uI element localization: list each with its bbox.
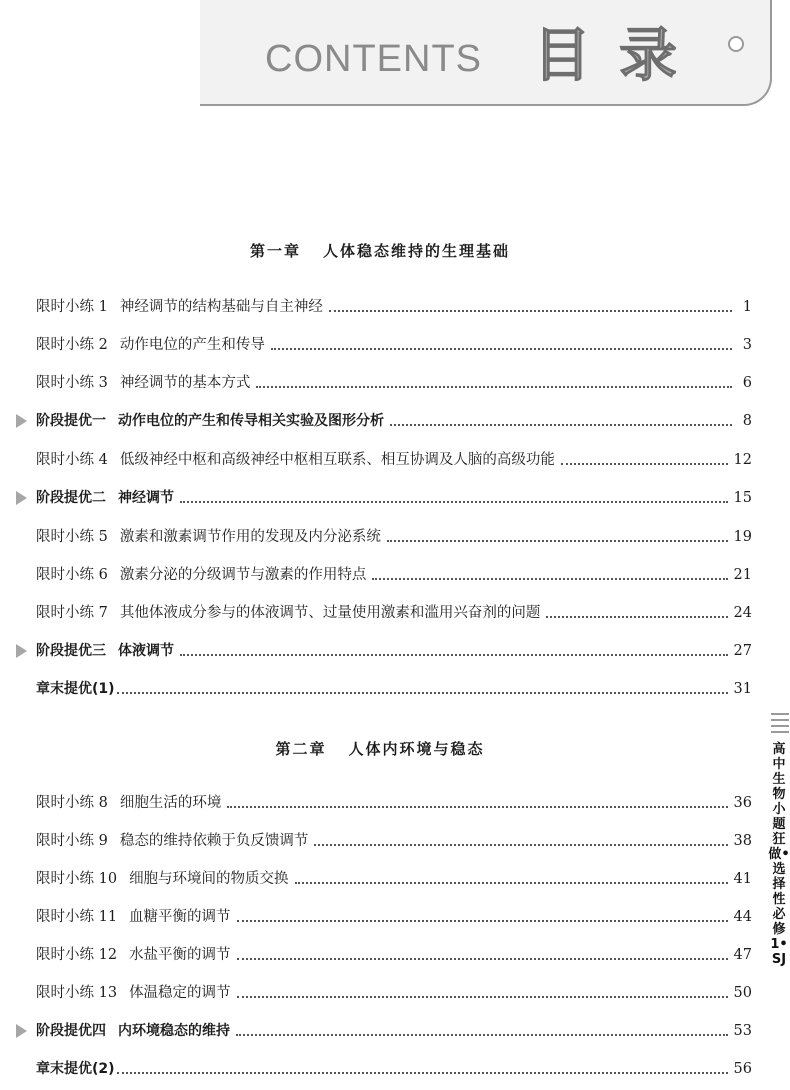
entry-label: 限时小练 10 — [36, 871, 118, 887]
entry-page: 24 — [733, 605, 752, 621]
entry-label: 限时小练 2 — [36, 337, 108, 353]
toc-entry[interactable] — [36, 334, 752, 356]
entry-title: 神经调节的结构基础与自主神经 — [119, 299, 323, 315]
dot-leader — [180, 501, 728, 503]
entry-title: 神经调节 — [118, 490, 174, 506]
entry-title: 低级神经中枢和高级神经中枢相互联系、相互协调及人脑的高级功能 — [119, 452, 555, 468]
entry-title: 动作电位的产生和传导 — [119, 337, 265, 353]
entry-title: 稳态的维持依赖于负反馈调节 — [119, 833, 309, 849]
toc-entry[interactable] — [36, 982, 752, 1004]
chapter-2-number: 第二章 — [275, 740, 327, 758]
toc-entry[interactable] — [36, 792, 752, 814]
toc-entry[interactable] — [36, 526, 752, 548]
entry-label: 阶段提优二 — [36, 490, 106, 506]
dot-leader — [236, 1034, 728, 1036]
toc-stage-entry[interactable] — [36, 410, 752, 432]
toc-entry[interactable] — [36, 906, 752, 928]
entry-title: 激素分泌的分级调节与激素的作用特点 — [119, 567, 367, 583]
dot-leader — [180, 654, 728, 656]
chapter-2-heading — [0, 738, 760, 759]
chapter-2-title: 人体内环境与稳态 — [348, 740, 485, 758]
entry-label: 阶段提优三 — [36, 643, 106, 659]
toc-stage-entry[interactable] — [36, 487, 752, 509]
dot-leader — [237, 958, 728, 960]
dot-leader — [314, 844, 727, 846]
entry-title: 细胞生活的环境 — [119, 795, 222, 811]
entry-page: 3 — [742, 337, 752, 353]
dot-leader — [387, 540, 728, 542]
dot-leader — [237, 996, 728, 998]
entry-label: 限时小练 7 — [36, 605, 108, 621]
contents-chinese-title: 目录 — [533, 21, 706, 89]
entry-page: 44 — [733, 909, 752, 925]
toc-entry[interactable] — [36, 602, 752, 624]
toc-stage-entry[interactable] — [36, 640, 752, 662]
stage-arrow-icon — [16, 644, 27, 658]
toc-entry[interactable] — [36, 449, 752, 471]
dot-leader — [237, 920, 728, 922]
stage-arrow-icon — [16, 1024, 27, 1038]
stage-arrow-icon — [16, 414, 27, 428]
chapter-1-number: 第一章 — [249, 242, 301, 260]
toc-entry[interactable] — [36, 830, 752, 852]
dot-leader — [117, 1072, 728, 1074]
entry-label: 限时小练 13 — [36, 985, 118, 1001]
dot-leader — [117, 692, 728, 694]
entry-label: 阶段提优一 — [36, 413, 106, 429]
stage-arrow-icon — [16, 491, 27, 505]
entry-page: 31 — [733, 681, 752, 697]
entry-label: 限时小练 9 — [36, 833, 108, 849]
entry-page: 12 — [733, 452, 752, 468]
entry-label: 限时小练 11 — [36, 909, 118, 925]
dot-leader — [546, 616, 727, 618]
entry-label: 章末提优(1) — [36, 681, 115, 697]
entry-page: 1 — [742, 299, 752, 315]
entry-page: 6 — [742, 375, 752, 391]
entry-title: 神经调节的基本方式 — [119, 375, 251, 391]
dot-leader — [329, 310, 732, 312]
entry-label: 阶段提优四 — [36, 1023, 106, 1039]
entry-page: 27 — [733, 643, 752, 659]
entry-page: 53 — [733, 1023, 752, 1039]
entry-label: 限时小练 6 — [36, 567, 108, 583]
entry-title: 其他体液成分参与的体液调节、过量使用激素和滥用兴奋剂的问题 — [119, 605, 541, 621]
entry-title: 血糖平衡的调节 — [129, 909, 231, 925]
entry-title: 水盐平衡的调节 — [129, 947, 231, 963]
side-tab-label: 高中生物 小题狂做•选择性必修1•SJ — [768, 742, 790, 967]
entry-label: 限时小练 3 — [36, 375, 108, 391]
toc-review-entry[interactable] — [36, 1058, 752, 1080]
toc-entry[interactable] — [36, 372, 752, 394]
entry-label: 限时小练 4 — [36, 452, 108, 468]
chapter-1-heading — [0, 240, 760, 261]
entry-label: 章末提优(2) — [36, 1061, 115, 1077]
entry-title: 动作电位的产生和传导相关实验及图形分析 — [118, 413, 384, 429]
entry-title: 体温稳定的调节 — [129, 985, 231, 1001]
entry-page: 38 — [733, 833, 752, 849]
dot-leader — [256, 386, 732, 388]
entry-title: 细胞与环境间的物质交换 — [129, 871, 289, 887]
entry-label: 限时小练 1 — [36, 299, 108, 315]
entry-title: 激素和激素调节作用的发现及内分泌系统 — [119, 529, 381, 545]
dot-leader — [271, 348, 732, 350]
entry-page: 47 — [733, 947, 752, 963]
toc-review-entry[interactable] — [36, 678, 752, 700]
entry-page: 21 — [733, 567, 752, 583]
toc-stage-entry[interactable] — [36, 1020, 752, 1042]
entry-page: 19 — [733, 529, 752, 545]
toc-entry[interactable] — [36, 868, 752, 890]
chapter-1-title: 人体稳态维持的生理基础 — [323, 242, 511, 260]
entry-label: 限时小练 12 — [36, 947, 118, 963]
dot-leader — [295, 882, 728, 884]
dot-leader — [372, 578, 727, 580]
entry-title: 内环境稳态的维持 — [118, 1023, 230, 1039]
banner-ring-decoration — [728, 36, 744, 52]
entry-page: 50 — [733, 985, 752, 1001]
entry-page: 36 — [733, 795, 752, 811]
side-tab-lines — [771, 713, 789, 737]
contents-english-title: CONTENTS — [265, 38, 482, 80]
entry-page: 15 — [733, 490, 752, 506]
entry-label: 限时小练 5 — [36, 529, 108, 545]
dot-leader — [227, 806, 727, 808]
entry-title: 体液调节 — [118, 643, 174, 659]
entry-label: 限时小练 8 — [36, 795, 108, 811]
entry-page: 56 — [733, 1061, 752, 1077]
dot-leader — [561, 463, 728, 465]
entry-page: 41 — [733, 871, 752, 887]
dot-leader — [390, 424, 732, 426]
toc-entry[interactable] — [36, 296, 752, 318]
toc-entry[interactable] — [36, 944, 752, 966]
toc-entry[interactable] — [36, 564, 752, 586]
entry-page: 8 — [742, 413, 752, 429]
